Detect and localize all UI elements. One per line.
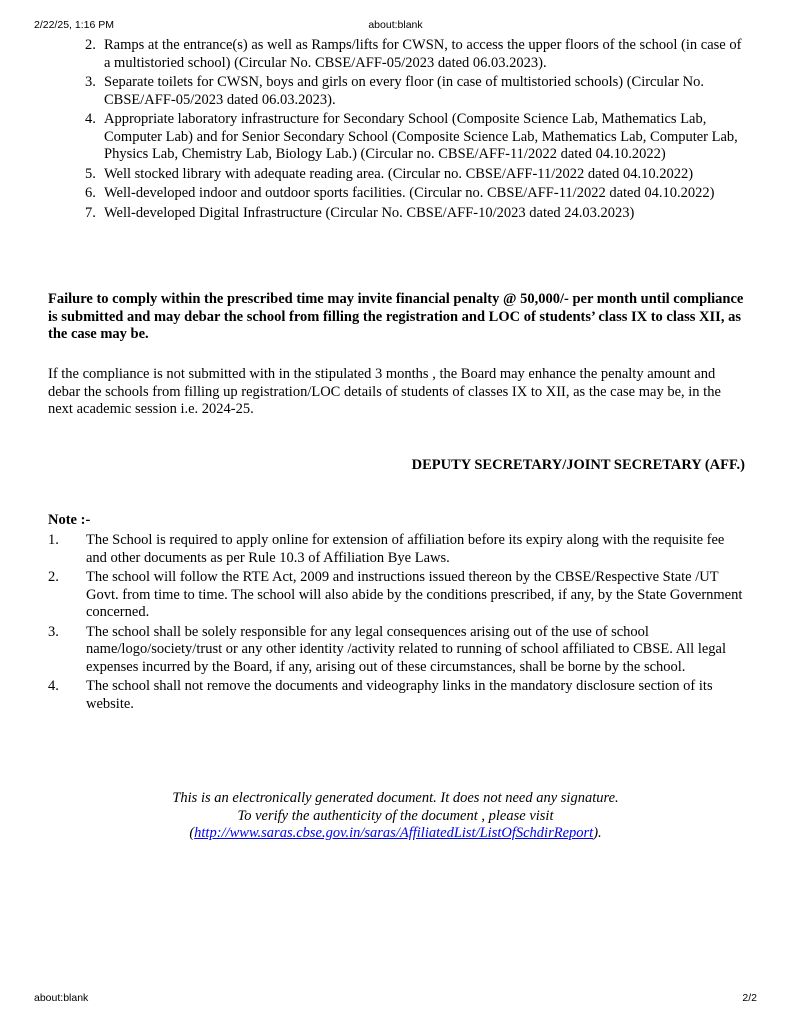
list-item-number: 6.	[85, 185, 96, 201]
list-item-number: 1.	[48, 532, 59, 548]
list-item-number: 4.	[85, 111, 96, 127]
closing-statement	[0, 790, 791, 843]
list-item-text: The School is required to apply online for extension of affiliation before its expiry along with the requisite fee and other documents as per Rule 10.3 of Affiliation Bye Laws.	[86, 532, 725, 566]
list-item-text: The school will follow the RTE Act, 2009 and instructions issued thereon by the CBSE/Respective State /UT Govt. from time to time. The school will also abide by the conditions prescribed, if any, by the State Government concerned.	[86, 569, 743, 620]
list-item	[48, 205, 748, 223]
list-item-text: Ramps at the entrance(s) as well as Ramps/lifts for CWSN, to access the upper floors of the school (in case of a multistoried school) (Circular No. CBSE/AFF-05/2023 dated 06.03.2023).	[104, 37, 742, 71]
closing-line-1: This is an electronically generated document. It does not need any signature.	[172, 790, 619, 806]
list-item-text: Appropriate laboratory infrastructure for Secondary School (Composite Science Lab, Mathematics Lab, Computer Lab) and for Senior Secondary School (Composite Science Lab, Mathematics Lab, Computer Lab, Physics Lab, Chemistry Lab, Biology Lab.) (Circular no. CBSE/AFF-11/2022 dated 04.10.2022)	[104, 111, 738, 162]
list-item-number: 7.	[85, 204, 96, 221]
list-item-text: Well stocked library with adequate reading area. (Circular no. CBSE/AFF-11/2022 dated 04.10.2022)	[104, 165, 694, 182]
verification-link[interactable]: http://www.saras.cbse.gov.in/saras/AffiliatedList/ListOfSchdirReport	[194, 825, 594, 841]
list-item-text: The school shall be solely responsible for any legal consequences arising out of the use of school name/logo/society/trust or any other identity /activity related to running of school affiliated to CBSE. All legal expenses incurred by the Board, if any, arising out of these circumstances, shall be borne by the school.	[86, 623, 727, 675]
penalty-enhancement-paragraph: If the compliance is not submitted with in the stipulated 3 months , the Board may enhance the penalty amount and debar the schools from filling up registration/LOC details of students of classes IX to XII, as the case may be, in the next academic session i.e. 2024-25.	[48, 366, 721, 417]
list-item	[48, 111, 748, 164]
list-item	[48, 74, 748, 109]
link-close-paren: ).	[593, 825, 602, 841]
list-item-number: 3.	[48, 623, 59, 640]
list-item-number: 3.	[85, 74, 96, 90]
note-heading: Note :-	[48, 512, 91, 528]
penalty-warning: Failure to comply within the prescribed time may invite financial penalty @ 50,000/- per month until compliance is submitted and may debar the school from filling the registration and LOC of students’ class IX to class XII, as the case may be.	[48, 291, 744, 342]
list-item	[48, 166, 748, 184]
print-datetime: 2/22/25, 1:16 PM	[34, 19, 114, 31]
list-item-text: Separate toilets for CWSN, boys and girls on every floor (in case of multistoried schools) (Circular No. CBSE/AFF-05/2023 dated 06.03.2023).	[104, 74, 705, 108]
list-item	[48, 569, 748, 622]
list-item	[48, 678, 748, 713]
verification-link-line	[0, 825, 791, 843]
list-item-number: 2.	[48, 569, 59, 585]
list-item	[48, 624, 748, 677]
signatory-designation: DEPUTY SECRETARY/JOINT SECRETARY (AFF.)	[411, 457, 745, 473]
list-item-number: 4.	[48, 678, 59, 694]
requirements-list	[48, 37, 748, 224]
print-page-number: 2/2	[742, 992, 757, 1004]
print-page-title: about:blank	[368, 19, 423, 31]
list-item-text: Well-developed Digital Infrastructure (Circular No. CBSE/AFF-10/2023 dated 24.03.2023)	[104, 204, 635, 221]
link-open-paren: (	[189, 825, 195, 841]
print-footer-url: about:blank	[34, 992, 89, 1004]
list-item	[48, 37, 748, 72]
list-item-text: Well-developed indoor and outdoor sports facilities. (Circular no. CBSE/AFF-11/2022 dated 04.10.2022)	[104, 185, 715, 201]
notes-list	[48, 532, 748, 715]
closing-line-2: To verify the authenticity of the document , please visit	[237, 807, 554, 824]
list-item	[48, 532, 748, 567]
list-item-text: The school shall not remove the documents and videography links in the mandatory disclosure section of its website.	[86, 678, 713, 712]
list-item	[48, 185, 748, 203]
list-item-number: 5.	[85, 165, 96, 182]
list-item-number: 2.	[85, 37, 96, 53]
